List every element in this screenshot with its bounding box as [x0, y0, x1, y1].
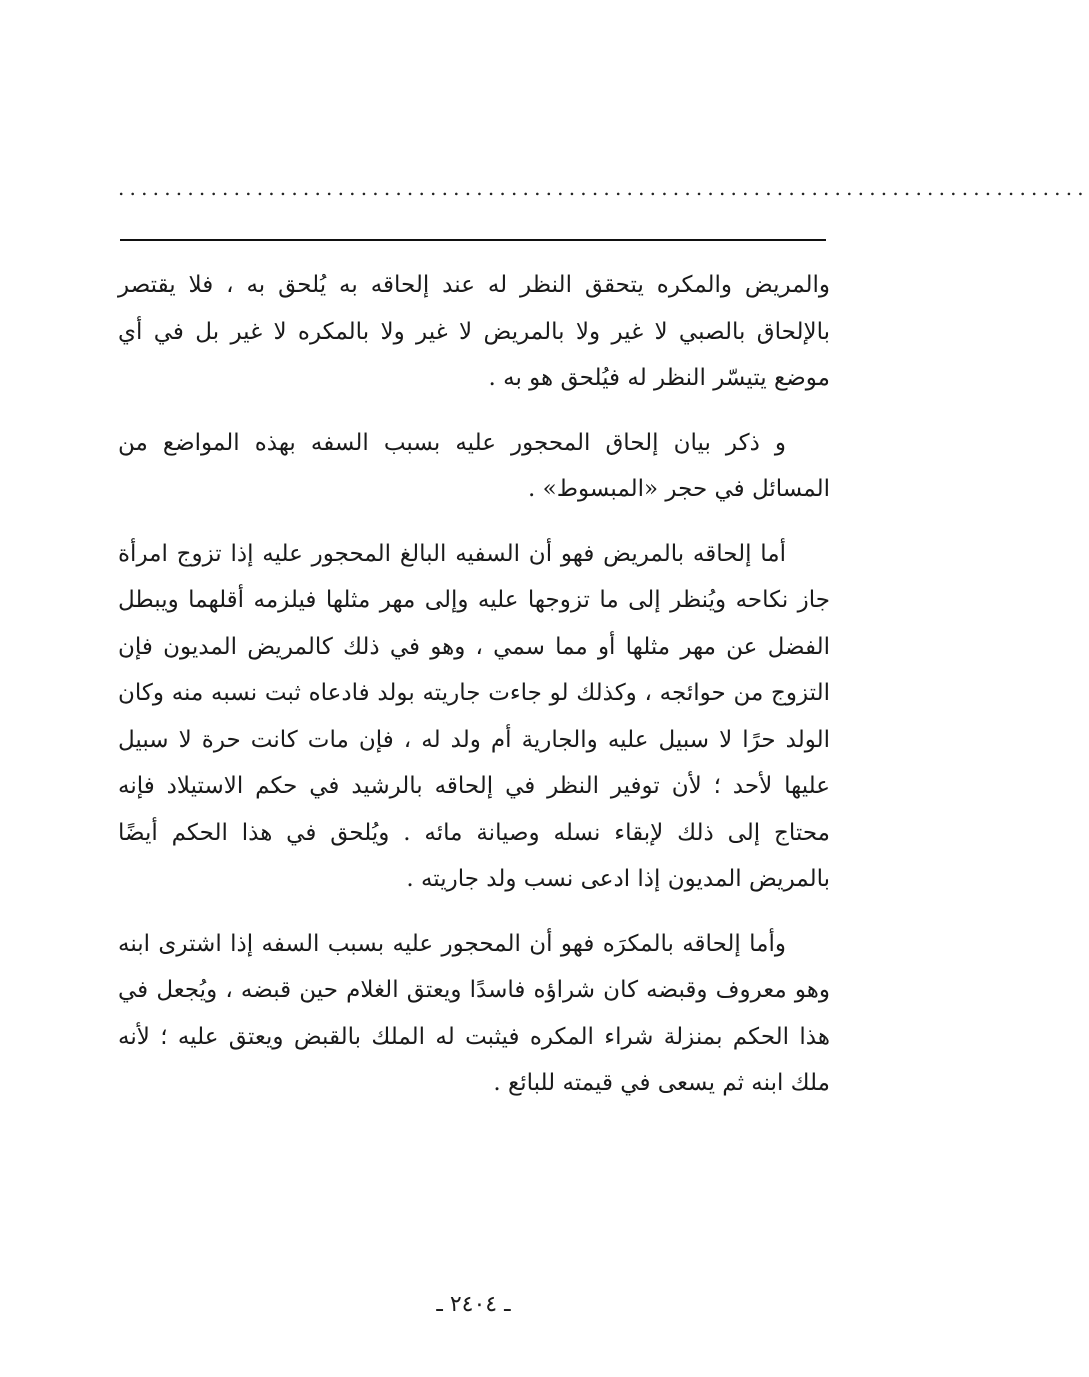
- separator-dots: ....................................................................................: [118, 176, 1089, 200]
- paragraph-3: أما إلحاقه بالمريض فهو أن السفيه البالغ المحجور عليه إذا تزوج امرأة جاز نكاحه ويُنظر إلى ما تزوجها عليه وإلى مهر مثلها فيلزمه أقلهما ويبطل الفضل عن مهر مثلها أو مما سمي ، وهو في ذلك كالمريض المديون فإن التزوج من حوائجه ، وكذلك لو جاءت جاريته بولد فادعاه ثبت نسبه منه وكان الولد حرًا لا سبيل عليه والجارية أم ولد له ، فإن مات كانت حرة لا سبيل عليها لأحد ؛ لأن توفير النظر في إلحاقه بالرشيد في حكم الاستيلاد فإنه محتاج إلى ذلك لإبقاء نسله وصيانة مائه . ويُلحق في هذا الحكم أيضًا بالمريض المديون إذا ادعى نسب ولد جاريته .: [118, 540, 830, 892]
- paragraph-1: والمريض والمكره يتحقق النظر له عند إلحاقه به يُلحق به ، فلا يقتصر بالإلحاق بالصبي لا غير ولا بالمريض لا غير ولا بالمكره لا غير بل في أي موضع يتيسّر النظر له فيُلحق هو به .: [118, 272, 830, 391]
- paragraph-2: و ذكر بيان إلحاق المحجور عليه بسبب السفه بهذه المواضع من المسائل في حجر «المبسوط» .: [118, 429, 830, 502]
- paragraph-4: وأما إلحاقه بالمكرَه فهو أن المحجور عليه بسبب السفه إذا اشترى ابنه وهو معروف وقبضه كان شراؤه فاسدًا ويعتق الغلام حين قبضه ، ويُجعل في هذا الحكم بمنزلة شراء المكره فيثبت له الملك بالقبض ويعتق عليه ؛ لأنه ملك ابنه ثم يسعى في قيمته للبائع .: [118, 930, 830, 1096]
- main-text: [118, 262, 830, 1107]
- footnote-rule: [120, 239, 826, 241]
- page-number: ـ ٢٤٠٤ ـ: [436, 1292, 511, 1317]
